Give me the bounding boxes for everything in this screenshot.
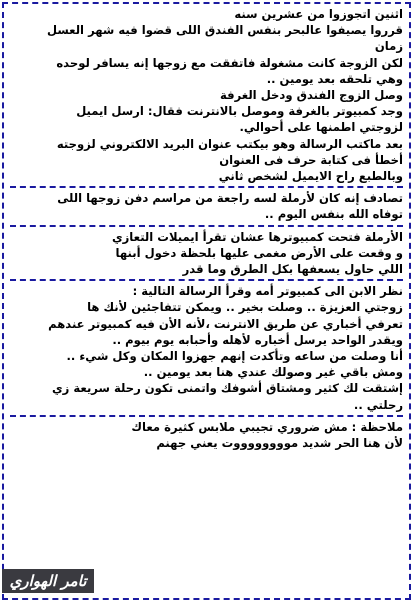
text-line: و وقعت على الأرض مغمى عليها بلحظة دخول أبنها [115, 245, 403, 260]
paragraph [10, 6, 403, 184]
text-line: لزوجتي اطمنها على أحوالي. [239, 120, 403, 135]
text-line: قرروا يصيفوا عالبحر بنفس الفندق اللى قضوا فيه شهر العسل [47, 23, 403, 38]
text-line: نظر الابن الى كمبيوتر أمه وقرأ الرسالة التالية : [132, 284, 403, 299]
text-line: الأرملة فتحت كمبيوترها عشان تقرأ ايميلات التعازي [112, 229, 403, 244]
text-line: زمان [374, 39, 403, 54]
text-line: تعرفي أخباري عن طريق الانترنت ،لأنه الأن فيه كمبيوتر عندهم [48, 316, 403, 331]
text-line: إشتقت لك كثير ومشتاق أشوفك واتمنى تكون رحلة سريعة زي [52, 381, 403, 396]
paragraph [10, 419, 403, 451]
text-line: ومش باقي غير وصولك عندي هنا بعد يومين .. [143, 365, 403, 380]
text-line: اثنين اتجوزوا من عشرين سنه [234, 7, 403, 21]
dashed-divider [10, 415, 403, 417]
signature-logo: تامر الهواري [2, 569, 94, 593]
paragraph [10, 283, 403, 413]
text-line: وبالطبع راح الايميل لشخص ثاني [218, 169, 403, 184]
text-line: لكن الزوجة كانت مشغولة فاتفقت مع زوجها إنه يسافر لوحده [56, 55, 403, 70]
text-line: أنا وصلت من ساعه وتأكدت إنهم جهزوا المكان وكل شيء .. [66, 349, 403, 364]
text-line: توفاه الله بنفس اليوم .. [264, 207, 403, 222]
dashed-divider [10, 186, 403, 188]
text-line: وهي تلحقه بعد يومين .. [266, 71, 403, 86]
dashed-divider [10, 225, 403, 227]
text-line: أخطأ فى كتابة حرف فى العنوان [219, 152, 403, 167]
text-line: زوجتي العزيزة .. وصلت بخير .. ويمكن تتفاجئين لأنك ها [87, 300, 403, 315]
text-line: ويقدر الواحد يرسل أخباره لأهله وأحبابه يوم بيوم .. [112, 332, 403, 347]
paragraph [10, 190, 403, 222]
text-line: وصل الزوج الفندق ودخل الغرفة [219, 88, 403, 103]
dashed-divider [10, 279, 403, 281]
text-line: اللي حاول يسعفها بكل الطرق وما قدر [182, 262, 403, 277]
text-line: ملاحظة : مش ضروري تجيبي ملابس كثيرة معاك [131, 419, 403, 434]
text-line: رحلتي .. [353, 397, 403, 412]
text-line: بعد ماكتب الرسالة وهو بيكتب عنوان البريد الالكتروني لزوجته [56, 136, 403, 151]
text-line: تصادف إنه كان لأرملة لسه راجعة من مراسم دفن زوجها اللى [57, 191, 403, 206]
joke-text [10, 6, 403, 451]
paragraph [10, 229, 403, 278]
text-line: لأن هنا الحر شديد مووووووووت يعني جهنم [156, 436, 403, 451]
text-line: وجد كمبيوتر بالغرفة وموصل بالانترنت فقال: ارسل ايميل [76, 104, 403, 119]
